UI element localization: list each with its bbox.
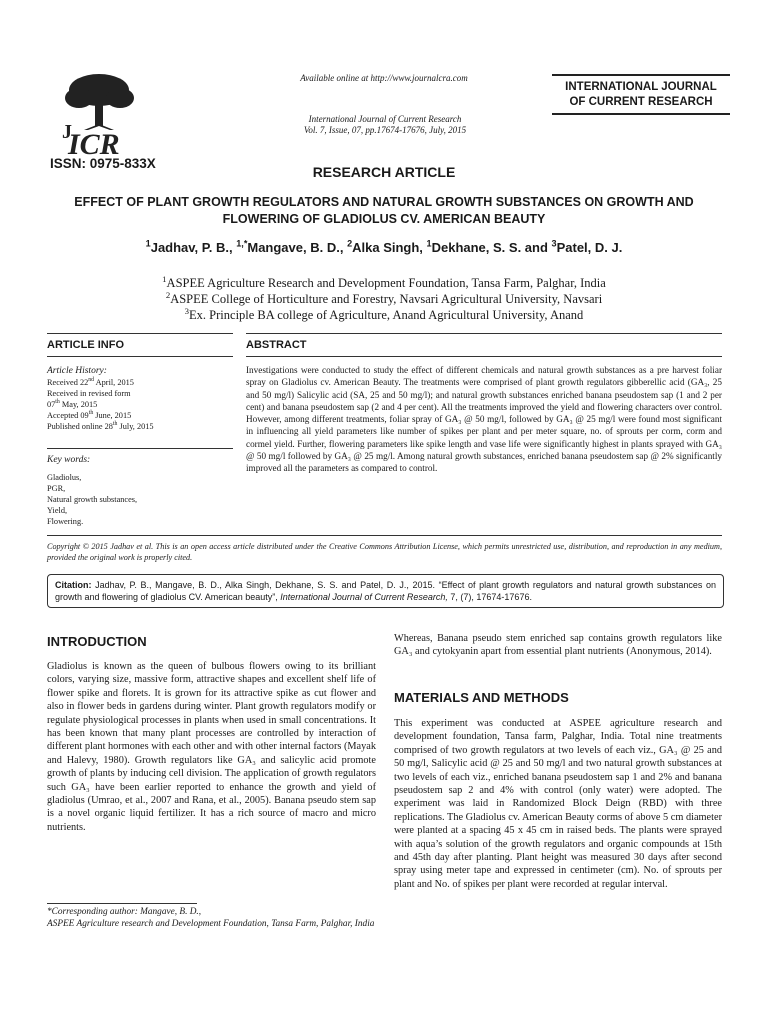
volume-info: Vol. 7, Issue, 07, pp.17674-17676, July, 2015	[303, 125, 467, 135]
history-item: 07th May, 2015	[47, 399, 98, 409]
divider	[246, 333, 722, 334]
author: $^1$Jadhav, P. B.,	[145, 238, 237, 255]
history-item: Received in revised form	[47, 389, 131, 398]
journal-full-name: International Journal of Current Research	[308, 114, 462, 124]
keyword: Natural growth substances,	[47, 495, 138, 504]
keywords-block	[47, 455, 233, 527]
divider	[47, 356, 233, 357]
author: $^2$Alka Singh,	[347, 238, 427, 255]
author: $^{1,*}$Mangave, B. D.,	[236, 238, 348, 255]
citation-tail: 7, (7), 17674-17676.	[447, 592, 532, 602]
issn-number: ISSN: 0975-833X	[50, 156, 156, 171]
citation-box	[47, 574, 724, 608]
affiliation: $^1$ASPEE Agriculture Research and Development Foundation, Tansa Farm, Palghar, India	[162, 273, 606, 290]
article-info-heading: ARTICLE INFO	[47, 339, 124, 351]
citation-journal: International Journal of Current Research,	[280, 592, 448, 602]
copyright-notice: Copyright © 2015 Jadhav et al. This is an open access article distributed under the Creative Commons Attribution License, which permits unrestricted use, distribution, and reproduction in any medium, provided the original work is properly cited.	[47, 542, 722, 562]
author: $^3$Patel, D. J.	[551, 238, 623, 255]
journal-box-line2: OF CURRENT RESEARCH	[569, 96, 713, 108]
author-list	[0, 240, 768, 255]
history-item: Accepted 09th June, 2015	[47, 410, 132, 420]
materials-methods-text: This experiment was conducted at ASPEE agriculture research and development foundation, Tansa farm, Palghar, India. Total nine treatments comprised of two growth regulators at two levels of each viz., GA₃ @ 25 and 50 mg/l, Salicylic acid @ 25 and 50 mg/l and two natural growth substances at two levels of each viz., enriched banana pseudostem sap 1 and 2% and banana pseudostem sap 2 and 4% with control (only water) were adopted. The experiment was laid in Randomized Block Deign (RBD) with three replications. The Gladiolus cv. American Beauty corms of above 5 cm diameter were planted at a spacing 45 x 45 cm in raised beds. The plants were sprayed with aqua’s solution of the growth regulators and organic compounds at 15th and 45th day after planting. Plant height was measured 30 days after second spray using meter tape and expressed in centimeter (cm). No. of sprouts per plant and No. of spikes per plant were recorded at regular interval.	[394, 718, 722, 890]
materials-methods-heading: MATERIALS AND METHODS	[394, 690, 569, 705]
abstract-heading: ABSTRACT	[246, 339, 307, 351]
keyword: PGR,	[47, 484, 66, 493]
history-item: Received 22nd April, 2015	[47, 377, 134, 387]
keywords-label: Key words:	[47, 455, 91, 465]
keyword: Yield,	[47, 506, 68, 515]
article-history	[47, 366, 233, 432]
divider	[246, 356, 722, 357]
available-online-note: Available online at http://www.journalcra.com	[300, 73, 468, 83]
tree-logo-icon	[54, 68, 144, 168]
corresponding-author-footnote	[47, 906, 376, 930]
affiliation: $^3$Ex. Principle BA college of Agriculture, Anand Agricultural University, Anand	[184, 305, 584, 322]
affiliation: $^2$ASPEE College of Horticulture and Forestry, Navsari Agricultural University, Navsari	[165, 289, 603, 306]
svg-text:ICR: ICR	[68, 128, 120, 161]
divider	[47, 333, 233, 334]
abstract-text: Investigations were conducted to study the effect of different chemicals and natural growth substances as a pre harvest foliar spray on Gladiolus cv. American Beauty. The treatments were comprised of plant growth regulators gibberellic acid (GA₃, 25 and 50 mg/l) Salicylic acid (SA, 25 and 50 mg/l); and natural growth substances enriched banana pseudostem sap (1 and 2 per cent) and banana pseudostem sap (2 and 4 per cent). All the treatments improved the yield and flowering characters over control. However, among different treatments, foliar spray of GA₃ @ 50 mg/l, followed by GA₃ @ 25 mg/l were found most significant in influencing all yield parameters like number of spikes per plant and per meter square, no. of sprouts per corm, corm and cormel yield. Further, flowering parameters like spike length and vase life were significantly highest in plants sprayed with GA₃ @ 50 mg/l followed by GA₃ @ 25 mg/l. Among natural growth substances, enriched banana pseudostem sap @ 2% significantly improved all the parameters as compared to control.	[246, 365, 722, 474]
history-item: Published online 28th July, 2015	[47, 421, 154, 431]
svg-text:J: J	[62, 121, 72, 143]
footnote-line: ASPEE Agriculture research and Development Foundation, Tansa Farm, Palghar, India	[47, 919, 375, 929]
journal-name-box	[552, 74, 730, 115]
footnote-divider	[47, 903, 197, 904]
introduction-text: Gladiolus is known as the queen of bulbous flowers owing to its brilliant colors, varying size, massive form, attractive shapes and excellent shelf life of flower spike and florets. It is grown for its attractive spike as cut flower and also in flower beds in gardens during winter. Plant growth regulators modify or regulate physiological processes in plants when used in small concentrations. It has been known that many plant processes are controlled by interaction of different plant hormones with each other and with other internal factors (Mayak and Halevy, 1980). Growth regulators like GA₃ and salicylic acid promote growth of plants by inducing cell division. The application of growth regulators such GA₃ have been earlier reported to enhance the growth and yield of gladiolus (Umrao, et al., 2007 and Rana, et al., 2005). Banana pseudo stem sap is a novel organic liquid fertilizer. It has a rich source of macro and micro nutrients.	[47, 661, 376, 833]
journal-logo	[54, 68, 144, 168]
article-title: EFFECT OF PLANT GROWTH REGULATORS AND NATURAL GROWTH SUBSTANCES ON GROWTH AND FLOWERING OF GLADIOLUS CV. AMERICAN BEAUTY	[74, 195, 694, 226]
history-label: Article History:	[47, 366, 107, 376]
keyword: Flowering.	[47, 517, 84, 526]
divider	[47, 448, 233, 449]
right-column-paragraph: Whereas, Banana pseudo stem enriched sap contains growth regulators like GA₃ and cytokyanin apart from essential plant nutrients (Anonymous, 2014).	[394, 633, 722, 658]
affiliation-list	[0, 275, 768, 323]
citation-text: Jadhav, P. B., Mangave, B. D., Alka Singh, Dekhane, S. S. and Patel, D. J., 2015. “Effect of plant growth regulators and natural growth substances on growth and flowering of gladiolus CV. American beauty”,	[55, 580, 716, 602]
author: $^1$Dekhane, S. S. and	[426, 238, 552, 255]
divider	[47, 535, 722, 536]
citation-label: Citation:	[55, 580, 92, 590]
journal-box-line1: INTERNATIONAL JOURNAL	[565, 81, 717, 93]
introduction-heading: INTRODUCTION	[47, 634, 147, 649]
article-type: RESEARCH ARTICLE	[312, 164, 456, 180]
footnote-line: *Corresponding author: Mangave, B. D.,	[47, 907, 202, 917]
journal-citation-info	[240, 114, 530, 136]
keyword: Gladiolus,	[47, 473, 82, 482]
